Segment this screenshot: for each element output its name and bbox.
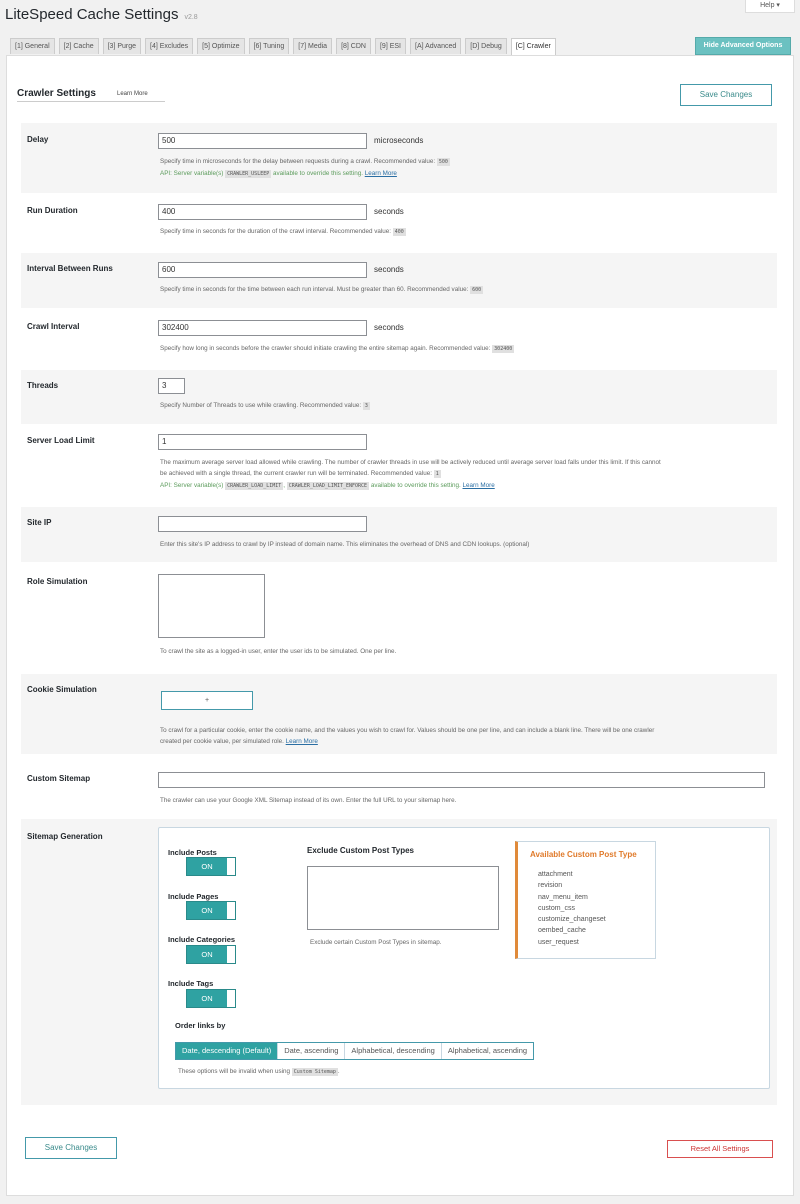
row-interval-runs [21, 253, 777, 308]
cpt-item: revision [538, 882, 563, 890]
tab-esi[interactable]: [9] ESI [375, 38, 406, 54]
row-custom-sitemap [21, 761, 777, 811]
section-learn-more-link[interactable]: Learn More [117, 91, 148, 97]
exclude-cpt-description: Exclude certain Custom Post Types in sitemap. [310, 939, 442, 946]
row-server-load [21, 428, 777, 503]
server-load-learn-more-link[interactable]: Learn More [462, 482, 495, 489]
threads-description: Specify Number of Threads to use while crawling. Recommended value: 3 [160, 402, 368, 409]
server-load-input[interactable]: 1 [158, 434, 367, 450]
interval-runs-recommended: 600 [472, 287, 482, 293]
threads-recommended: 3 [364, 403, 368, 409]
tab-tuning[interactable]: [6] Tuning [249, 38, 290, 54]
threads-input[interactable]: 3 [158, 378, 185, 394]
role-sim-description: To crawl the site as a logged-in user, enter the user ids to be simulated. One per line. [160, 648, 397, 655]
include-posts-label: Include Posts [168, 848, 217, 857]
order-option-alpha-desc[interactable]: Alphabetical, descending [345, 1043, 441, 1059]
order-links-description: These options will be invalid when using Custom Sitemap . [178, 1068, 340, 1075]
include-pages-label: Include Pages [168, 892, 219, 901]
interval-runs-description: Specify time in seconds for the time between each run interval. Must be greater than 60. Recommended value: 600 [160, 286, 482, 293]
row-role-sim [21, 566, 777, 670]
crawl-interval-recommended: 302400 [494, 346, 513, 352]
server-load-label: Server Load Limit [27, 436, 95, 445]
delay-description: Specify time in microseconds for the delay between requests during a crawl. Recommended value: 500 [160, 158, 448, 165]
role-sim-textarea[interactable] [158, 574, 265, 638]
cpt-item: user_request [538, 938, 579, 946]
delay-input[interactable]: 500 [158, 133, 367, 149]
version-label: v2.8 [184, 14, 198, 21]
cookie-sim-description-1: To crawl for a particular cookie, enter the cookie name, and the values you wish to crawl for. Values should be one per line, and can include a blank line. There will be one crawler [160, 727, 655, 734]
order-option-date-desc[interactable]: Date, descending (Default) [176, 1043, 278, 1059]
row-run-duration [21, 196, 777, 250]
crawl-interval-input[interactable]: 302400 [158, 320, 367, 336]
custom-sitemap-description: The crawler can use your Google XML Sitemap instead of its own. Enter the full URL to your sitemap here. [160, 797, 457, 804]
include-tags-toggle[interactable]: ON [186, 989, 236, 1008]
row-cookie-sim [21, 674, 777, 754]
interval-runs-input[interactable]: 600 [158, 262, 367, 278]
tab-advanced[interactable]: [A] Advanced [410, 38, 461, 54]
delay-api-var: CRAWLER_USLEEP [227, 171, 270, 177]
cpt-item: customize_changeset [538, 916, 606, 924]
row-site-ip [21, 507, 777, 562]
cookie-sim-description-2: created per cookie value, per simulated role. Learn More [160, 738, 318, 745]
include-posts-toggle[interactable]: ON [186, 857, 236, 876]
crawl-interval-description: Specify how long in seconds before the crawler should initiate crawling the entire sitemap again. Recommended value: 302400 [160, 345, 513, 352]
include-categories-label: Include Categories [168, 935, 236, 944]
site-ip-description: Enter this site's IP address to crawl by IP instead of domain name. This eliminates the overhead of DNS and CDN lookups. (optional) [160, 541, 530, 548]
save-changes-button-top[interactable]: Save Changes [680, 84, 772, 106]
role-sim-label: Role Simulation [27, 577, 88, 586]
include-categories-toggle[interactable]: ON [186, 945, 236, 964]
cpt-item: attachment [538, 871, 573, 878]
row-crawl-interval [21, 312, 777, 367]
section-title: Crawler Settings [17, 88, 96, 99]
server-load-recommended: 1 [435, 471, 439, 477]
run-duration-description: Specify time in seconds for the duration of the crawl interval. Recommended value: 400 [160, 228, 404, 235]
site-ip-input[interactable] [158, 516, 367, 532]
tab-cdn[interactable]: [8] CDN [336, 38, 371, 54]
row-delay [21, 123, 777, 193]
tab-optimize[interactable]: [5] Optimize [197, 38, 244, 54]
custom-sitemap-label: Custom Sitemap [27, 774, 91, 783]
interval-runs-unit: seconds [374, 265, 404, 274]
row-sitemap-gen [21, 819, 777, 1105]
exclude-cpt-title: Exclude Custom Post Types [307, 846, 414, 855]
add-cookie-button[interactable]: + [161, 691, 253, 710]
include-tags-label: Include Tags [168, 979, 214, 988]
section-divider [17, 101, 165, 102]
crawl-interval-label: Crawl Interval [27, 322, 80, 331]
threads-label: Threads [27, 381, 59, 390]
tab-cache[interactable]: [2] Cache [59, 38, 99, 54]
server-load-description-1: The maximum average server load allowed while crawling. The number of crawler threads in use will be actively reduced until average server load falls under this limit. If this cannot [160, 459, 661, 466]
crawl-interval-unit: seconds [374, 323, 404, 332]
order-links-title: Order links by [175, 1021, 226, 1030]
delay-recommended: 500 [438, 159, 448, 165]
cpt-item: nav_menu_item [538, 893, 588, 901]
run-duration-label: Run Duration [27, 206, 78, 215]
delay-label: Delay [27, 135, 49, 144]
tab-general[interactable]: [1] General [10, 38, 55, 54]
run-duration-input[interactable]: 400 [158, 204, 367, 220]
cookie-sim-label: Cookie Simulation [27, 685, 97, 694]
include-pages-toggle[interactable]: ON [186, 901, 236, 920]
server-load-description-2: be achieved with a single thread, the current crawler run will be terminated. Recommended value: 1 [160, 470, 439, 477]
order-option-alpha-asc[interactable]: Alphabetical, ascending [442, 1043, 533, 1059]
available-cpt-title: Available Custom Post Type [530, 850, 637, 859]
save-changes-button-bottom[interactable]: Save Changes [25, 1137, 117, 1159]
available-cpt-list [538, 869, 606, 948]
tab-excludes[interactable]: [4] Excludes [145, 38, 193, 54]
delay-learn-more-link[interactable]: Learn More [364, 170, 397, 177]
cookie-sim-learn-more-link[interactable]: Learn More [285, 738, 318, 745]
delay-unit: microseconds [374, 136, 424, 145]
exclude-cpt-textarea[interactable] [307, 866, 499, 930]
sitemap-gen-box [158, 827, 770, 1089]
custom-sitemap-input[interactable] [158, 772, 765, 788]
interval-runs-label: Interval Between Runs [27, 264, 113, 273]
tab-crawler[interactable]: [C] Crawler [511, 38, 556, 55]
server-load-api-var-2: CRAWLER_LOAD_LIMIT_ENFORCE [288, 483, 368, 489]
hide-advanced-button[interactable]: Hide Advanced Options [695, 37, 791, 55]
sitemap-gen-label: Sitemap Generation [27, 832, 103, 841]
server-load-api-note: API: Server variable(s) CRAWLER_LOAD_LIMIT , CRAWLER_LOAD_LIMIT_ENFORCE available to override this setting. Learn More [160, 482, 495, 489]
help-button[interactable]: Help ▾ [745, 0, 795, 13]
reset-all-settings-button[interactable]: Reset All Settings [667, 1140, 773, 1158]
row-threads [21, 370, 777, 424]
page-title: LiteSpeed Cache Settings v2.8 [5, 6, 198, 23]
available-cpt-box [515, 841, 656, 959]
run-duration-unit: seconds [374, 207, 404, 216]
server-load-api-var-1: CRAWLER_LOAD_LIMIT [227, 483, 282, 489]
tab-media[interactable]: [7] Media [293, 38, 332, 54]
tab-debug[interactable]: [D] Debug [465, 38, 507, 54]
delay-api-note: API: Server variable(s) CRAWLER_USLEEP available to override this setting. Learn More [160, 170, 397, 177]
settings-tabs [10, 38, 560, 55]
order-links-switch [175, 1042, 534, 1060]
order-option-date-asc[interactable]: Date, ascending [278, 1043, 345, 1059]
cpt-item: oembed_cache [538, 927, 586, 935]
run-duration-recommended: 400 [394, 229, 404, 235]
tab-purge[interactable]: [3] Purge [103, 38, 141, 54]
settings-panel [6, 55, 794, 1196]
site-ip-label: Site IP [27, 518, 52, 527]
cpt-item: custom_css [538, 904, 575, 912]
custom-sitemap-code: Custom Sitemap [293, 1069, 336, 1075]
